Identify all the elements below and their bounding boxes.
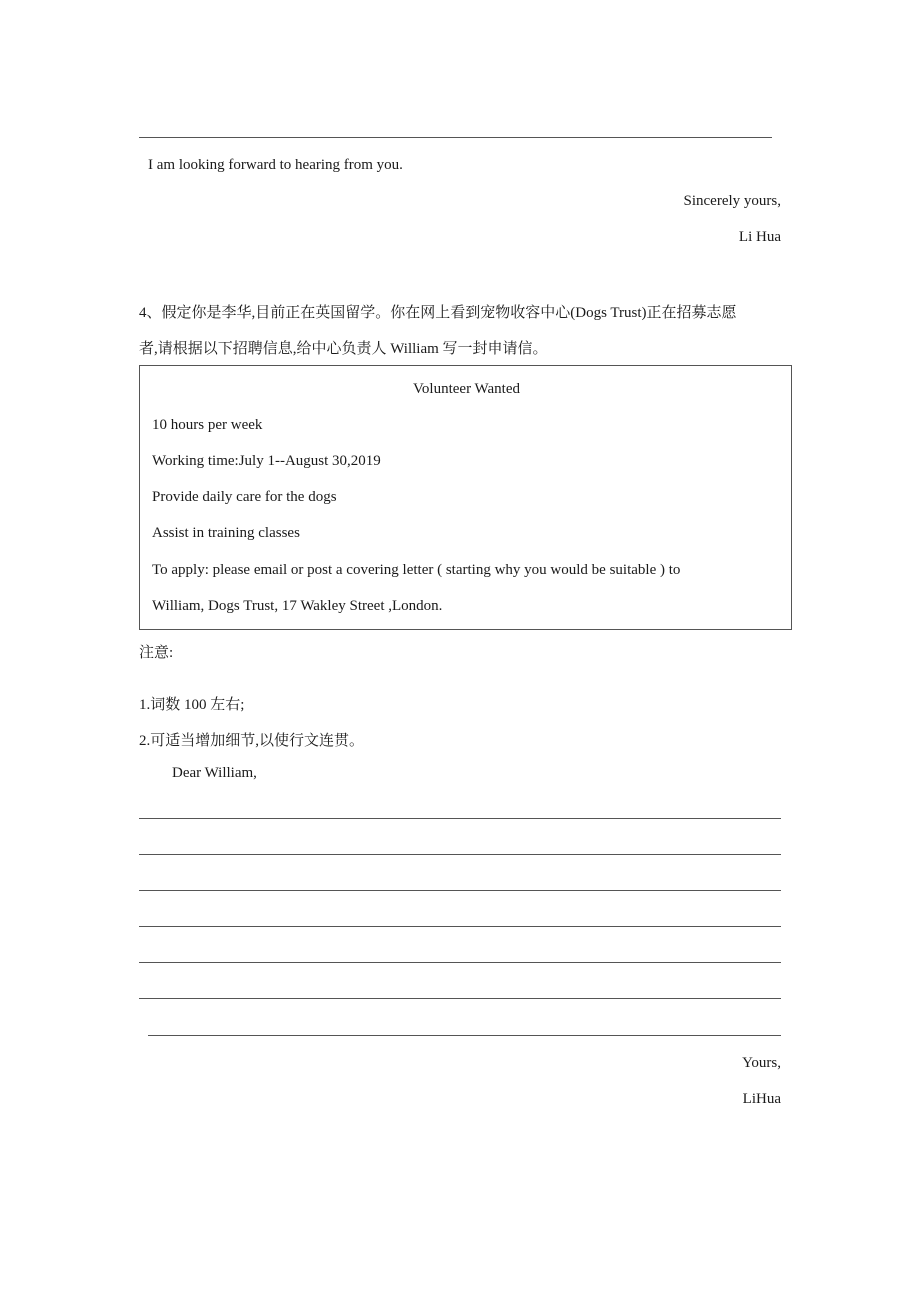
notes-item: 2.可适当增加细节,以使行文连贯。	[139, 733, 365, 749]
notice-line: Provide daily care for the dogs	[152, 489, 337, 505]
notice-title: Volunteer Wanted	[413, 381, 520, 397]
writing-line[interactable]	[139, 926, 781, 927]
notes-item: 1.词数 100 左右;	[139, 697, 245, 713]
notice-line: William, Dogs Trust, 17 Wakley Street ,London.	[152, 598, 443, 614]
letter-signature: LiHua	[742, 1091, 781, 1107]
writing-line[interactable]	[139, 998, 781, 999]
notes-heading: 注意:	[139, 645, 174, 661]
sign-off: Sincerely yours,	[683, 193, 781, 209]
writing-line[interactable]	[139, 818, 781, 819]
task-line-2: 者,请根据以下招聘信息,给中心负责人 William 写一封申请信。	[139, 341, 548, 357]
letter-greeting: Dear William,	[172, 765, 257, 781]
closing-sentence: I am looking forward to hearing from you.	[148, 157, 403, 173]
notice-line: Working time:July 1--August 30,2019	[152, 453, 381, 469]
notice-line: Assist in training classes	[152, 525, 300, 541]
answer-line	[139, 137, 772, 138]
letter-sign-off: Yours,	[742, 1055, 781, 1071]
volunteer-notice-box	[139, 365, 792, 630]
notice-line: 10 hours per week	[152, 417, 263, 433]
task-line-1: 4、假定你是李华,目前正在英国留学。你在网上看到宠物收容中心(Dogs Trust)正在招募志愿	[139, 305, 737, 321]
signature: Li Hua	[738, 229, 781, 245]
writing-line[interactable]	[139, 962, 781, 963]
writing-line[interactable]	[148, 1035, 781, 1036]
writing-line[interactable]	[139, 890, 781, 891]
writing-line[interactable]	[139, 854, 781, 855]
notice-line: To apply: please email or post a covering letter ( starting why you would be suitable ) to	[152, 562, 681, 578]
